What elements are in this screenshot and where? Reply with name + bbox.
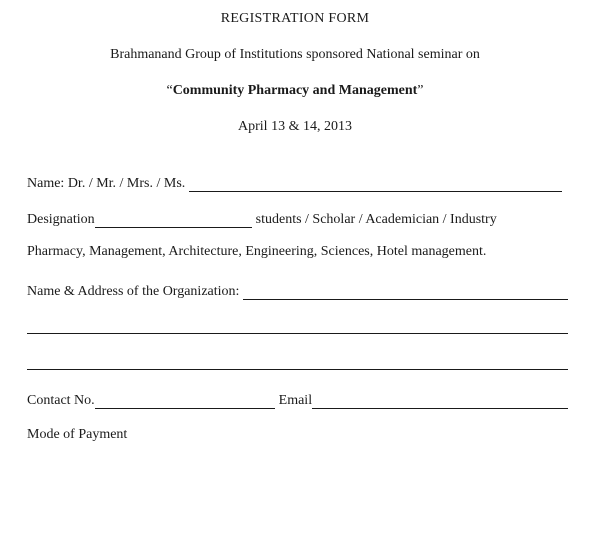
seminar-dates: April 13 & 14, 2013: [238, 119, 352, 134]
contact-field[interactable]: [95, 393, 275, 409]
contact-row: [27, 389, 568, 409]
name-field[interactable]: [189, 176, 562, 192]
organization-label: Name & Address of the Organization:: [27, 284, 240, 299]
email-label: Email: [278, 393, 313, 408]
organization-field[interactable]: [243, 284, 568, 300]
designation-label: Designation: [27, 212, 95, 227]
name-label: Name: Dr. / Mr. / Mrs. / Ms.: [27, 176, 186, 191]
designation-row: [27, 208, 537, 228]
disciplines-line: Pharmacy, Management, Architecture, Engineering, Sciences, Hotel management.: [27, 244, 487, 259]
designation-field[interactable]: [95, 212, 252, 228]
address-line-2[interactable]: [27, 369, 568, 370]
open-quote: “: [166, 83, 173, 98]
designation-options: students / Scholar / Academician / Industry: [255, 212, 497, 227]
contact-label: Contact No.: [27, 393, 95, 408]
organization-row: [27, 280, 568, 300]
sponsor-line: Brahmanand Group of Institutions sponsored National seminar on: [110, 47, 480, 62]
seminar-name: Community Pharmacy and Management: [172, 83, 418, 98]
email-field[interactable]: [312, 393, 568, 409]
seminar-title: [0, 83, 590, 99]
address-line-1[interactable]: [27, 333, 568, 334]
payment-label: Mode of Payment: [27, 427, 128, 442]
name-row: [27, 172, 562, 192]
form-title: REGISTRATION FORM: [220, 11, 370, 26]
close-quote: ”: [417, 83, 424, 98]
